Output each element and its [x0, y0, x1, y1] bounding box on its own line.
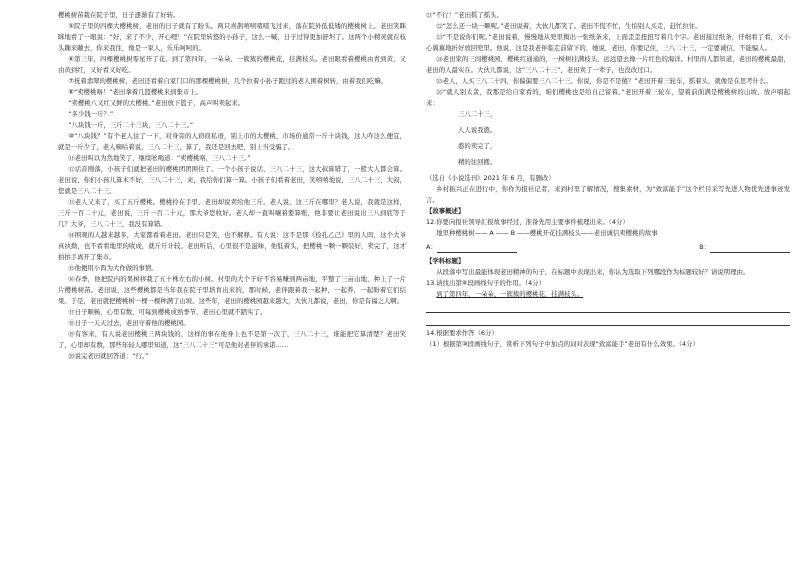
left-para-14: ⑯春季，他把院内的果树移栽了五十株左右的小树。村里的大个子好不容易赚到两亩地，平整了三亩山地，种上了一片片樱桃树苗。老田说，这些樱桃都是当年我在院子里培育出来的，那时候，老伴跟着我一起种，一起养，一起盼着它们结果。于是，老田就把樱桃树一棵一棵种满了山坡。这些年，老田的樱桃园越来越大，大伙儿都说，老田，你是有福之人啊。: [58, 275, 406, 305]
left-para-5: “卖樱桃八又红又鲜的大樱桃。”老田放下篮子，高声叫卖起来。: [68, 99, 245, 107]
left-para-12: ⑭围观的人越来越多，大家都看着老田。老田只是笑，也不解释。有人说：这不是那《捡孔乙己》里的人吗，这个大爷真执拗，也不看看地里的收成，就斤斤计较。老田听后，心里很不是滋味，他低着头，把樱桃一颗一颗装好，卖完了，这才拍拍手离开了集市。: [58, 231, 406, 261]
task-intro: 乡村振兴正在进行中，你作为报社记者，来到村里了解情况，搜集素材，为“致富能手”这个栏目采写先进人物优先进事迹发言。: [426, 185, 790, 204]
left-para-7: “八块钱一斤，三斤二十三块，三八二十三。”: [68, 121, 194, 129]
right-para-2: ㉓“不是说你们呢。”老田说着，慢慢地从兜里掏出一张纸条来，上面歪歪扭扭写着几个字。老田接过纸条，仔细看了看，又小心翼翼地折好放回兜里。他说，这是我老伴临走前留下的，她说，老田，你要记住，三八二十三，一定要诚信，不能骗人。: [426, 33, 790, 52]
right-column: [426, 10, 790, 350]
question-12: 12.你要向报社领导汇报故事经过，准备先用主要事件梳理出来。（4分）: [426, 218, 629, 226]
left-para-15: ⑰日子顺畅，心里有数，可每到樱桃成熟季节，老田心里就不踏实了。: [68, 308, 267, 316]
left-para-10: ⑫话音刚落，小孩子们就把老田的樱桃团团围住了。一个小孩子说话，三八二十三，这大叔算错了，一般大人都会算。老田说，你们小孩儿算术不好，三八二十三，来，我给你们算一算。小孩子们看着老田，笑嘻嘻地说，三八二十三，大叔，您就是三八二十三。: [58, 165, 406, 195]
right-para-0: ㉑“不行！”老田摇了摇头。: [426, 11, 503, 19]
answer-b-blank[interactable]: [710, 244, 790, 253]
left-para-9: ⑪老田叫以为然地笑了，继续吆喝道：“卖樱桃咯，三八二十三。”: [68, 154, 251, 162]
source-citation: （选自《小说选刊》2021 年 6 月，有删改）: [426, 174, 555, 182]
question-14-part-1: （1）根据第⑩段画线句子，赏析下列句子中加点的词对表现“致富能手”老田有什么效果。（4分）: [426, 340, 699, 348]
question-12-answers: [426, 242, 790, 253]
left-para-16: ⑱日子一天天过去，老田守着他的樱桃园。: [68, 319, 190, 327]
poem-line: 人人说我憨。: [458, 126, 497, 134]
answer-line[interactable]: [426, 302, 790, 313]
left-para-3: ⑦抚着翡翠的樱桃树，老田还看着自家门口的那棵樱桃树，几个拉着小孙子跑过的老人围着树转，由着我们吃嘛。: [68, 77, 388, 85]
question-13-quote: 到了第四年，一朵朵、一簇簇的樱桃花，挂满枝头。: [436, 290, 584, 298]
left-para-2: ⑥第三年，四棵樱桃树零星开了花。到了第四年，一朵朵、一簇簇的樱桃花，挂满枝头。老田眼看着樱桃由青到黄，又由黄到红，又好看又好吃。: [58, 55, 406, 74]
left-para-1: ⑤院子里的四棵大樱桃树，老田的日子就有了盼头。两只喜鹊嘻嘻喳喳飞过来，落在院外低低矮的樱桃树上。老田笑眯眯地看了一眼说：“好，来了不少，开心哩！”在院里转悠的小孙子，这么一喊，日子过得更加舒坦了。这两个小精灵就在枝头蹦来蹦去，你来我往，像是一家人，乐乐呵呵的。: [58, 22, 406, 52]
question-12-flow: 地里种樱桃树—— A —— B ——樱桃开花挂满枝头——老田诚信卖樱桃的故事: [436, 229, 658, 237]
left-para-8: ⑩“八块钱？”有个老人往了一下，对身旁的人窃窃私语，别上市的大樱桃，市场价通常一斤十块钱，这人咋这么便宜，就是一斤少了，老人嘀咕着说，三八二十三，算了，我还是回去吧，别上当受骗了。: [58, 132, 406, 151]
poem-line: 精的往回搬。: [458, 158, 497, 166]
left-para-0: 樱桃树苗栽在院子里，日子逐渐有了好转。: [58, 11, 180, 19]
right-para-1: ㉒“怎么还一块一颗呢。”老田说着，大伙儿都笑了。老田不慌不忙，生怕别人买走，赶忙拉住。: [436, 22, 702, 30]
right-para-4: ㉕老人，人买三八二十四，你偏偏要三八二十三。你说，你是不是傻？”老田开着三轮车，摇着头，就像是在思考什么。: [436, 77, 772, 85]
left-para-17: ⑲有客来，有人说老田樱桃三两块钱的，这样的事在他身上也不是第一次了，三八二十三，谁能把它算清楚？老田笑了，心里却有数，那些年轻人哪里知道，这“三八二十三”可是他对老伴的承诺……: [58, 330, 406, 349]
poem: [458, 109, 790, 168]
left-para-4: ⑧“卖樱桃咯！”老田拿着几篮樱桃来到集市上。: [68, 88, 203, 96]
section-story-summary: 【故事概述】: [426, 207, 465, 215]
right-para-5: ㉖“就人别太贪，我那是给自家看的，咱们樱桃也是给自己留着。”老田开着三轮车，望着前面满是樱桃树的山坡，放声唱起来：: [426, 88, 790, 107]
left-para-13: ⑮他便用小酉为大作做的事情。: [68, 264, 158, 272]
question-13-intro: 从段落中写出最能体现老田精神的句子，在标题中表现出来，你认为选取下列哪段作为标题较好？请说明理由。: [436, 268, 750, 276]
answer-line[interactable]: [426, 315, 790, 326]
question-14: 14.根据要求作答（6分）: [426, 329, 498, 337]
left-para-11: ⑬老人又来了，买了五斤樱桃。樱桃拎在手里，老田却说卖给他三斤。老人说，这三斤在哪里？老人说，我就是这样，三斤一百二十元，老田说，三斤一百二十元，那大爷您收好。老人却一直叫嚷着要算账，他非要让老田说出三八到底等于几？大爷，三八二十三，我没有算错。: [58, 198, 406, 228]
answer-b: B：: [699, 242, 790, 253]
poem-line: 憨的卖完了，: [458, 142, 497, 150]
section-subject-title: 【学科标题】: [426, 257, 465, 265]
right-para-3: ㉔老田家的三间樱桃园，樱桃红通通的，一树树挂满枝头，远远望去像一片红色的海洋。村里的人都知道，老田的樱桃最甜，老田的人最实在。大伙儿都说，这“三八二十三”，老田卖了一辈子，也没改过口。: [426, 55, 790, 74]
left-para-18: ⑳说完老田就回答道：“行。”: [68, 352, 149, 360]
answer-a: A：: [426, 242, 517, 253]
poem-line: 三八二十三，: [458, 110, 497, 118]
answer-a-blank[interactable]: [437, 244, 517, 253]
left-column: [58, 10, 406, 362]
question-13: 13.请找出第⑥段画线句子的作用。（4分）: [426, 279, 546, 287]
left-para-6: “多少钱一斤？”: [68, 110, 114, 118]
